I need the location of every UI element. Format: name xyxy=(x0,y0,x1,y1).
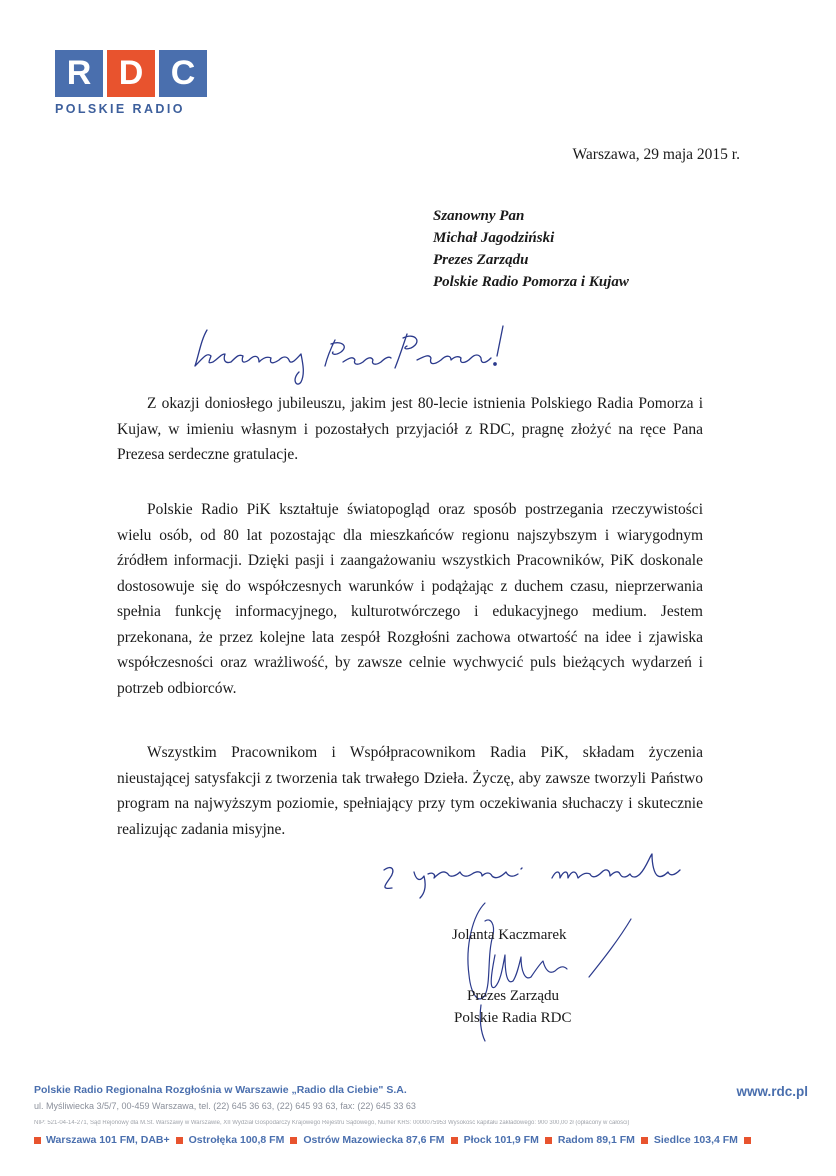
body-paragraph-2-text: Polskie Radio PiK kształtuje światopogląd oraz sposób postrzegania rzeczywistości wielu osób, od 80 lat pozostając dla mieszkańców regionu najszybszym i wiarygodnym źródłem informacji. Dzięki pasji i zaangażowaniu wszystkich Pracowników, PiK doskonale dostosowuje się do współczesnych warunków i podążając z duchem czasu, nieprzerwania spełnia funkcję informacyjnego, kulturotwórczego i edukacyjnego medium. Jestem przekonana, że przez kolejne lata zespół Rozgłośni zachowa otwartość na idee i zjawiska współczesności oraz wrażliwość, by zawsze celnie wychwycić puls bieżących wydarzeń i potrzeb odbiorców. xyxy=(117,501,703,697)
station-marker-icon xyxy=(545,1137,552,1144)
signatory-organization: Polskie Radia RDC xyxy=(454,1010,572,1026)
station-marker-icon xyxy=(451,1137,458,1144)
body-paragraph-3 xyxy=(117,740,703,842)
station-marker-icon xyxy=(34,1137,41,1144)
station-marker-icon xyxy=(744,1137,751,1144)
station-item: Ostrów Mazowiecka 87,6 FM xyxy=(303,1134,445,1146)
station-marker-icon xyxy=(176,1137,183,1144)
logo-letter-d: D xyxy=(107,50,155,97)
station-item: Warszawa 101 FM, DAB+ xyxy=(46,1134,170,1146)
recipient-salutation: Szanowny Pan xyxy=(433,208,525,224)
footer-organization: Polskie Radio Regionalna Rozgłośnia w Warszawie „Radio dla Ciebie" S.A. xyxy=(34,1084,407,1096)
signatory-name: Jolanta Kaczmarek xyxy=(452,927,567,943)
station-item: Radom 89,1 FM xyxy=(557,1134,635,1146)
recipient-organization: Polskie Radio Pomorza i Kujaw xyxy=(433,274,629,290)
logo-letter-r: R xyxy=(55,50,103,97)
body-paragraph-2 xyxy=(117,497,703,701)
letterhead-footer xyxy=(34,1084,808,1146)
station-marker-icon xyxy=(290,1137,297,1144)
body-paragraph-1 xyxy=(117,391,703,468)
recipient-block xyxy=(433,205,629,293)
station-marker-icon xyxy=(641,1137,648,1144)
recipient-name: Michał Jagodziński xyxy=(433,230,555,246)
body-paragraph-3-text: Wszystkim Pracownikom i Współpracownikom Radia PiK, składam życzenia nieustającej satysfakcji z tworzenia tak trwałego Dzieła. Życzę, aby zawsze tworzyli Państwo program na najwyższym poziomie, spełniający przy tym oczekiwania słuchaczy i skutecznie realizując zadania misyjne. xyxy=(117,744,703,838)
station-item: Płock 101,9 FM xyxy=(463,1134,539,1146)
footer-address: ul. Myśliwiecka 3/5/7, 00-459 Warszawa, tel. (22) 645 36 63, (22) 645 93 63, fax: (22) 645 33 63 xyxy=(34,1101,416,1111)
handwritten-salutation xyxy=(185,318,525,388)
rdc-logo xyxy=(55,50,211,116)
footer-registry: NIP: 521-04-14-271, Sąd Rejonowy dla M.St. Warszawy w Warszawie, XII Wydział Gospodarczy Krajowego Rejestru Sądowego, Numer KRS: 0000075953 Wysokość kapitału zakładowego: 900 300,00 zł (opłacony w całości) xyxy=(34,1120,630,1126)
recipient-position: Prezes Zarządu xyxy=(433,252,529,268)
letter-date: Warszawa, 29 maja 2015 r. xyxy=(572,146,740,163)
signatory-title: Prezes Zarządu xyxy=(467,988,560,1004)
body-paragraph-1-text: Z okazji doniosłego jubileuszu, jakim jest 80-lecie istnienia Polskiego Radia Pomorza i Kujaw, w imieniu własnym i pozostałych przyjaciół z RDC, pragnę złożyć na ręce Pana Prezesa serdeczne gratulacje. xyxy=(117,395,703,463)
station-item: Ostrołęka 100,8 FM xyxy=(188,1134,285,1146)
logo-letter-c: C xyxy=(159,50,207,97)
station-item: Siedlce 103,4 FM xyxy=(653,1134,738,1146)
logo-letters xyxy=(55,50,211,97)
footer-stations xyxy=(34,1134,808,1146)
footer-website: www.rdc.pl xyxy=(736,1084,808,1099)
logo-subtitle: POLSKIE RADIO xyxy=(55,102,185,116)
